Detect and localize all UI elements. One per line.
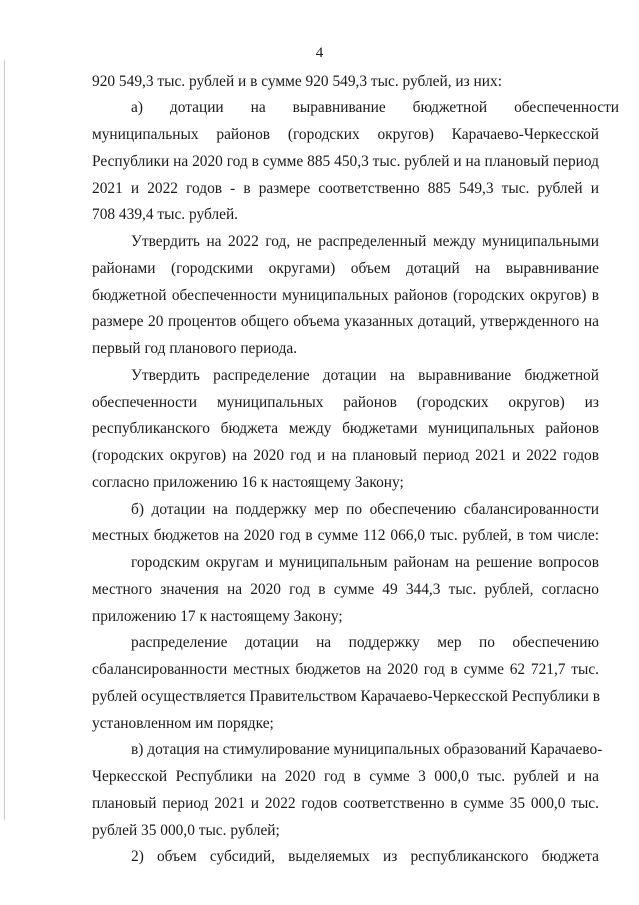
- text-line: 2021 и 2022 годов - в размере соответственно 885 549,3 тыс. рублей и: [92, 180, 599, 197]
- text-line: местных бюджетов на 2020 год в сумме 112 066,0 тыс. рублей, в том числе:: [92, 527, 599, 544]
- text-line: городским округам и муниципальным районам на решение вопросов: [131, 554, 599, 571]
- text-line: первый год планового периода.: [92, 340, 298, 357]
- text-line: распределение дотации на поддержку мер по обеспечению: [131, 634, 599, 651]
- text-line: сбалансированности местных бюджетов на 2020 год в сумме 62 721,7 тыс.: [92, 661, 599, 678]
- text-line: рублей осуществляется Правительством Карачаево-Черкесской Республики в: [92, 688, 600, 705]
- text-line: приложению 17 к настоящему Закону;: [92, 608, 343, 625]
- text-line: бюджетной обеспеченности муниципальных районов (городских округов) в: [92, 287, 599, 304]
- text-line: рублей 35 000,0 тыс. рублей;: [92, 822, 280, 839]
- text-line: б) дотации на поддержку мер по обеспечению сбалансированности: [131, 501, 599, 518]
- text-line: размере 20 процентов общего объема указанных дотаций, утвержденного на: [92, 313, 599, 330]
- text-line: а) дотации на выравнивание бюджетной обеспеченности: [131, 99, 620, 116]
- text-line: 2) объем субсидий, выделяемых из республиканского бюджета: [131, 848, 599, 865]
- text-line: в) дотация на стимулирование муниципальных образований Карачаево-: [131, 741, 603, 758]
- page-number: 4: [315, 45, 324, 61]
- text-line: (городских округов) на 2020 год и на плановый период 2021 и 2022 годов: [92, 447, 599, 464]
- text-line: республиканского бюджета между бюджетами муниципальных районов: [92, 420, 599, 437]
- text-line: Республики на 2020 год в сумме 885 450,3 тыс. рублей и на плановый период: [92, 153, 599, 170]
- text-line: согласно приложению 16 к настоящему Закону;: [92, 474, 404, 491]
- text-line: установленном им порядке;: [92, 715, 274, 732]
- text-line: Утвердить распределение дотации на выравнивание бюджетной: [131, 367, 599, 384]
- text-line: плановый период 2021 и 2022 годов соответственно в сумме 35 000,0 тыс.: [92, 795, 599, 812]
- text-line: Утвердить на 2022 год, не распределенный между муниципальными: [131, 233, 599, 250]
- text-line: местного значения на 2020 год в сумме 49 344,3 тыс. рублей, согласно: [92, 581, 599, 598]
- text-line: районами (городскими округами) объем дотаций на выравнивание: [92, 260, 599, 277]
- text-line: муниципальных районов (городских округов) Карачаево-Черкесской: [92, 126, 599, 143]
- text-line: Черкесской Республики на 2020 год в сумме 3 000,0 тыс. рублей и на: [92, 768, 599, 785]
- text-line: 708 439,4 тыс. рублей.: [92, 206, 239, 223]
- text-line: обеспеченности муниципальных районов (городских округов) из: [92, 394, 599, 411]
- scan-edge-mark: [4, 60, 5, 820]
- text-line: 920 549,3 тыс. рублей и в сумме 920 549,3 тыс. рублей, из них:: [92, 73, 502, 90]
